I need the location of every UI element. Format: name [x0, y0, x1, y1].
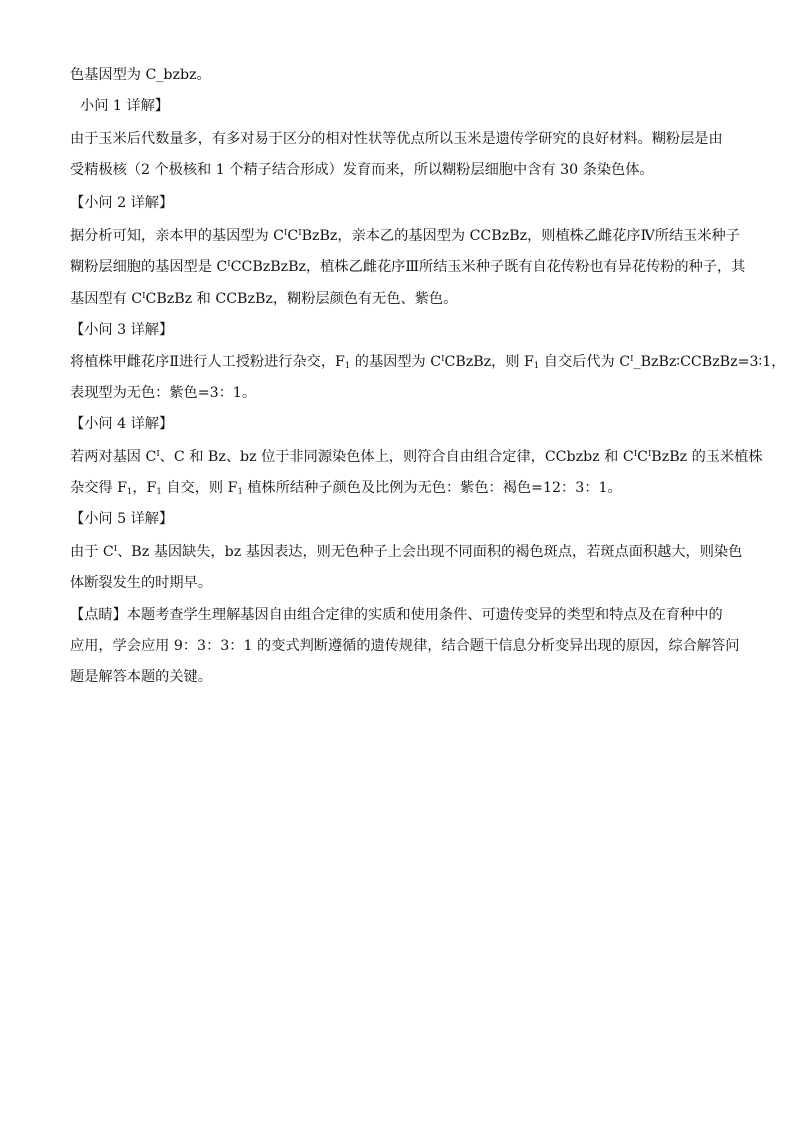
text-line: 由于玉米后代数量多，有多对易于区分的相对性状等优点所以玉米是遗传学研究的良好材料。糊粉层是由 [70, 131, 723, 147]
section-heading: 小问 1 详解】 [80, 98, 169, 114]
text-line: 据分析可知，亲本甲的基因型为 $C^IC^IBzBz$，亲本乙的基因型为 CCBzBz，则植株乙雌花序Ⅳ所结玉米种子 [70, 228, 740, 244]
text-line: 由于 $C^I$、Bz 基因缺失，bz 基因表达，则无色种子上会出现不同面积的褐色斑点，若斑点面积越大，则染色 [70, 544, 743, 560]
text-line: 题是解答本题的关键。 [70, 669, 212, 685]
section-heading: 【小问 5 详解】 [70, 511, 174, 527]
text-line: 应用，学会应用 9：3：3：1 的变式判断遵循的遗传规律，结合题干信息分析变异出现的原因，综合解答问 [70, 638, 740, 654]
text-line: 受精极核（2 个极核和 1 个精子结合形成）发育而来，所以糊粉层细胞中含有 30 条染色体。 [70, 162, 654, 178]
text-line: 杂交得 $F_1$，$F_1$ 自交，则 $F_1$ 植株所结种子颜色及比例为无色：紫色：褐色=12：3：1。 [70, 480, 622, 497]
section-heading: 【小问 2 详解】 [70, 195, 174, 211]
text-line: 糊粉层细胞的基因型是 $C^ICCBzBzBz$，植株乙雌花序Ⅲ所结玉米种子既有自花传粉也有异花传粉的种子，其 [70, 259, 746, 275]
section-heading: 【小问 4 详解】 [70, 416, 174, 432]
text-line: 体断裂发生的时期早。 [70, 575, 212, 591]
text-line: 色基因型为 C_bzbz。 [70, 67, 211, 83]
text-line: 基因型有 $C^ICBzBz$ 和 CCBzBz，糊粉层颜色有无色、紫色。 [70, 291, 458, 307]
text-line: 将植株甲雌花序Ⅱ进行人工授粉进行杂交，$F_1$ 的基因型为 $C^ICBzBz$，则 $F_1$ 自交后代为 $C^I\_BzBz∶CCBzBz=3∶1$， [70, 354, 786, 371]
section-heading: 【小问 3 详解】 [70, 322, 174, 338]
text-line: 【点睛】本题考查学生理解基因自由组合定律的实质和使用条件、可遗传变异的类型和特点及在育种中的 [70, 607, 723, 623]
text-line: 若两对基因 $C^I$、C 和 Bz、bz 位于非同源染色体上，则符合自由组合定律，CCbzbz 和 $C^IC^IBzBz$ 的玉米植株 [70, 449, 763, 465]
text-line: 表现型为无色：紫色=3：1。 [70, 385, 257, 401]
